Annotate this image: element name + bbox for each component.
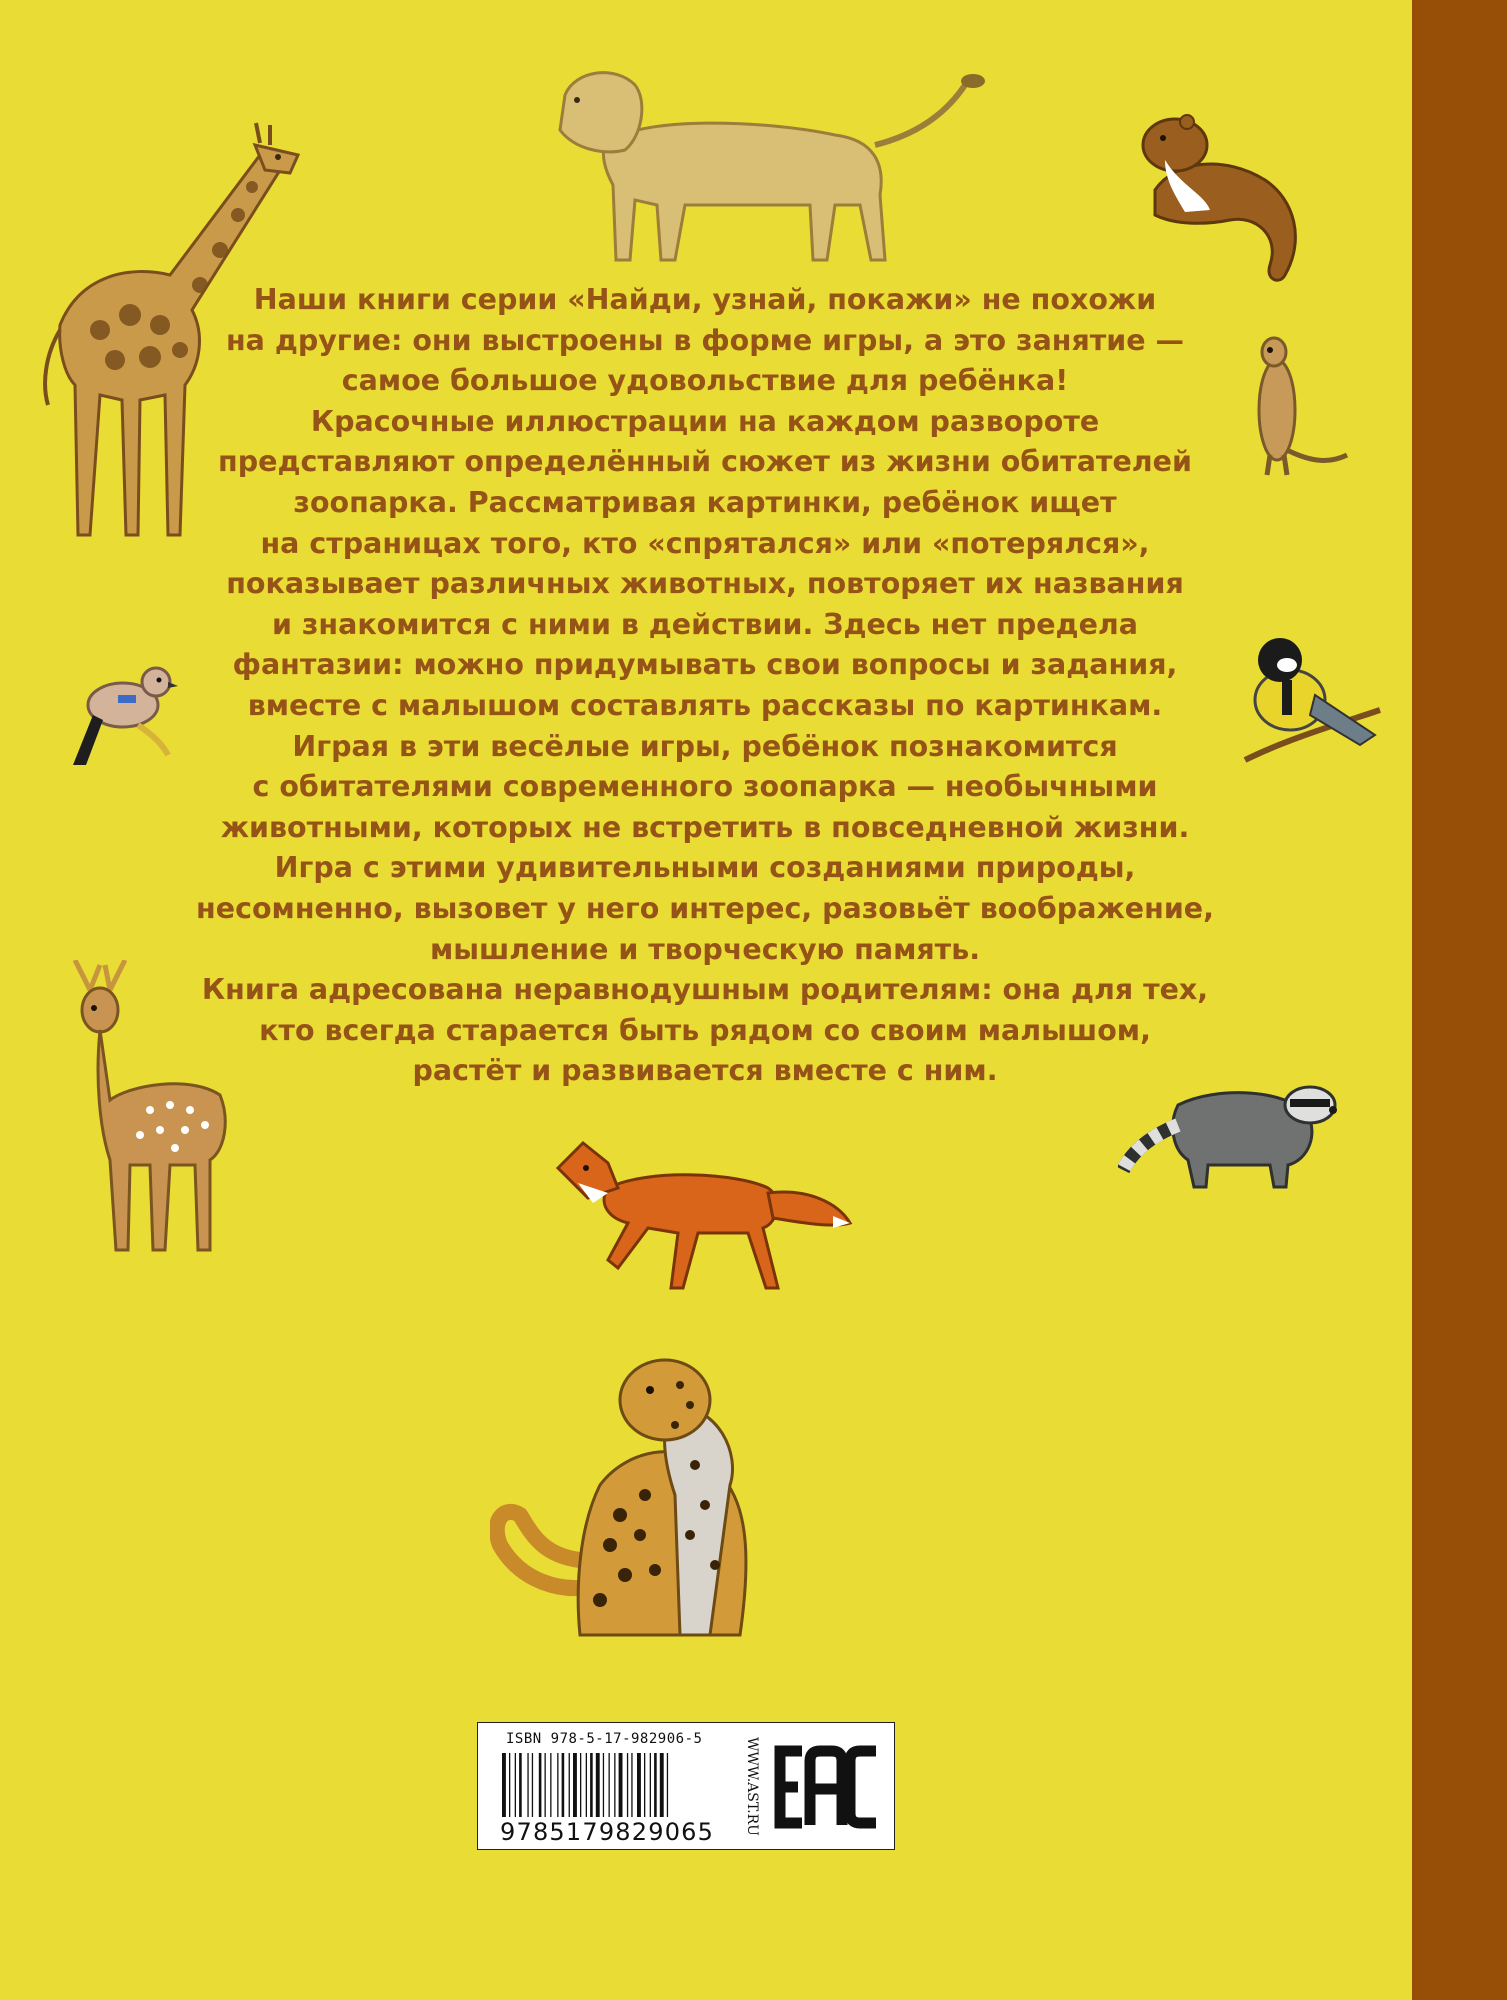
blurb-line: растёт и развивается вместе с ним. bbox=[412, 1054, 998, 1088]
publisher-url: WWW.AST.RU bbox=[744, 1736, 760, 1836]
blurb-line: кто всегда старается быть рядом со своим малышом, bbox=[259, 1013, 1151, 1047]
blurb-line: зоопарка. Рассматривая картинки, ребёнок ищет bbox=[293, 485, 1117, 519]
blurb-line: представляют определённый сюжет из жизни обитателей bbox=[218, 445, 1192, 479]
lioness-illustration bbox=[535, 55, 990, 270]
jaguar-illustration bbox=[490, 1345, 820, 1645]
blurb-line: несомненно, вызовет у него интерес, разовьёт воображение, bbox=[196, 891, 1214, 925]
blurb-line: фантазии: можно придумывать свои вопросы и задания, bbox=[232, 648, 1178, 682]
blurb-line: Наши книги серии «Найди, узнай, покажи» не похожи bbox=[253, 283, 1157, 316]
blurb-line: и знакомится с ними в действии. Здесь нет предела bbox=[271, 607, 1139, 641]
blurb-line: животными, которых не встретить в повседневной жизни. bbox=[220, 810, 1190, 844]
barcode-panel bbox=[477, 1722, 895, 1850]
blurb-line: с обитателями современного зоопарка — необычными bbox=[252, 770, 1158, 804]
blurb-line: самое большое удовольствие для ребёнка! bbox=[341, 364, 1069, 398]
blurb-line: вместе с малышом составлять рассказы по картинкам. bbox=[247, 688, 1163, 722]
blurb-text bbox=[170, 280, 1240, 1092]
barcode-icon bbox=[502, 1753, 724, 1817]
book-spine bbox=[1412, 0, 1507, 2000]
blurb-line: Красочные иллюстрации на каждом развороте bbox=[310, 404, 1100, 438]
great-tit-illustration bbox=[1235, 630, 1385, 770]
blurb-line: Игра с этими удивительными созданиями природы, bbox=[274, 851, 1136, 885]
blurb-line: Книга адресована неравнодушным родителям: она для тех, bbox=[201, 973, 1209, 1007]
isbn-label: ISBN 978-5-17-982906-5 bbox=[506, 1731, 703, 1747]
meerkat-illustration bbox=[1252, 330, 1352, 480]
blurb-line: Играя в эти весёлые игры, ребёнок познакомится bbox=[292, 729, 1118, 763]
blurb-line: показывает различных животных, повторяет их названия bbox=[226, 567, 1184, 601]
pine-marten-illustration bbox=[1135, 100, 1320, 290]
jay-illustration bbox=[68, 660, 180, 770]
blurb-line: на страницах того, кто «спрятался» или «потерялся», bbox=[260, 526, 1150, 560]
barcode-digits: 9785179829065 bbox=[500, 1818, 715, 1846]
fox-illustration bbox=[548, 1128, 853, 1293]
blurb-line: на другие: они выстроены в форме игры, а это занятие — bbox=[225, 323, 1185, 357]
blurb-line: мышление и творческую память. bbox=[429, 932, 981, 966]
eac-mark-icon bbox=[774, 1745, 882, 1829]
